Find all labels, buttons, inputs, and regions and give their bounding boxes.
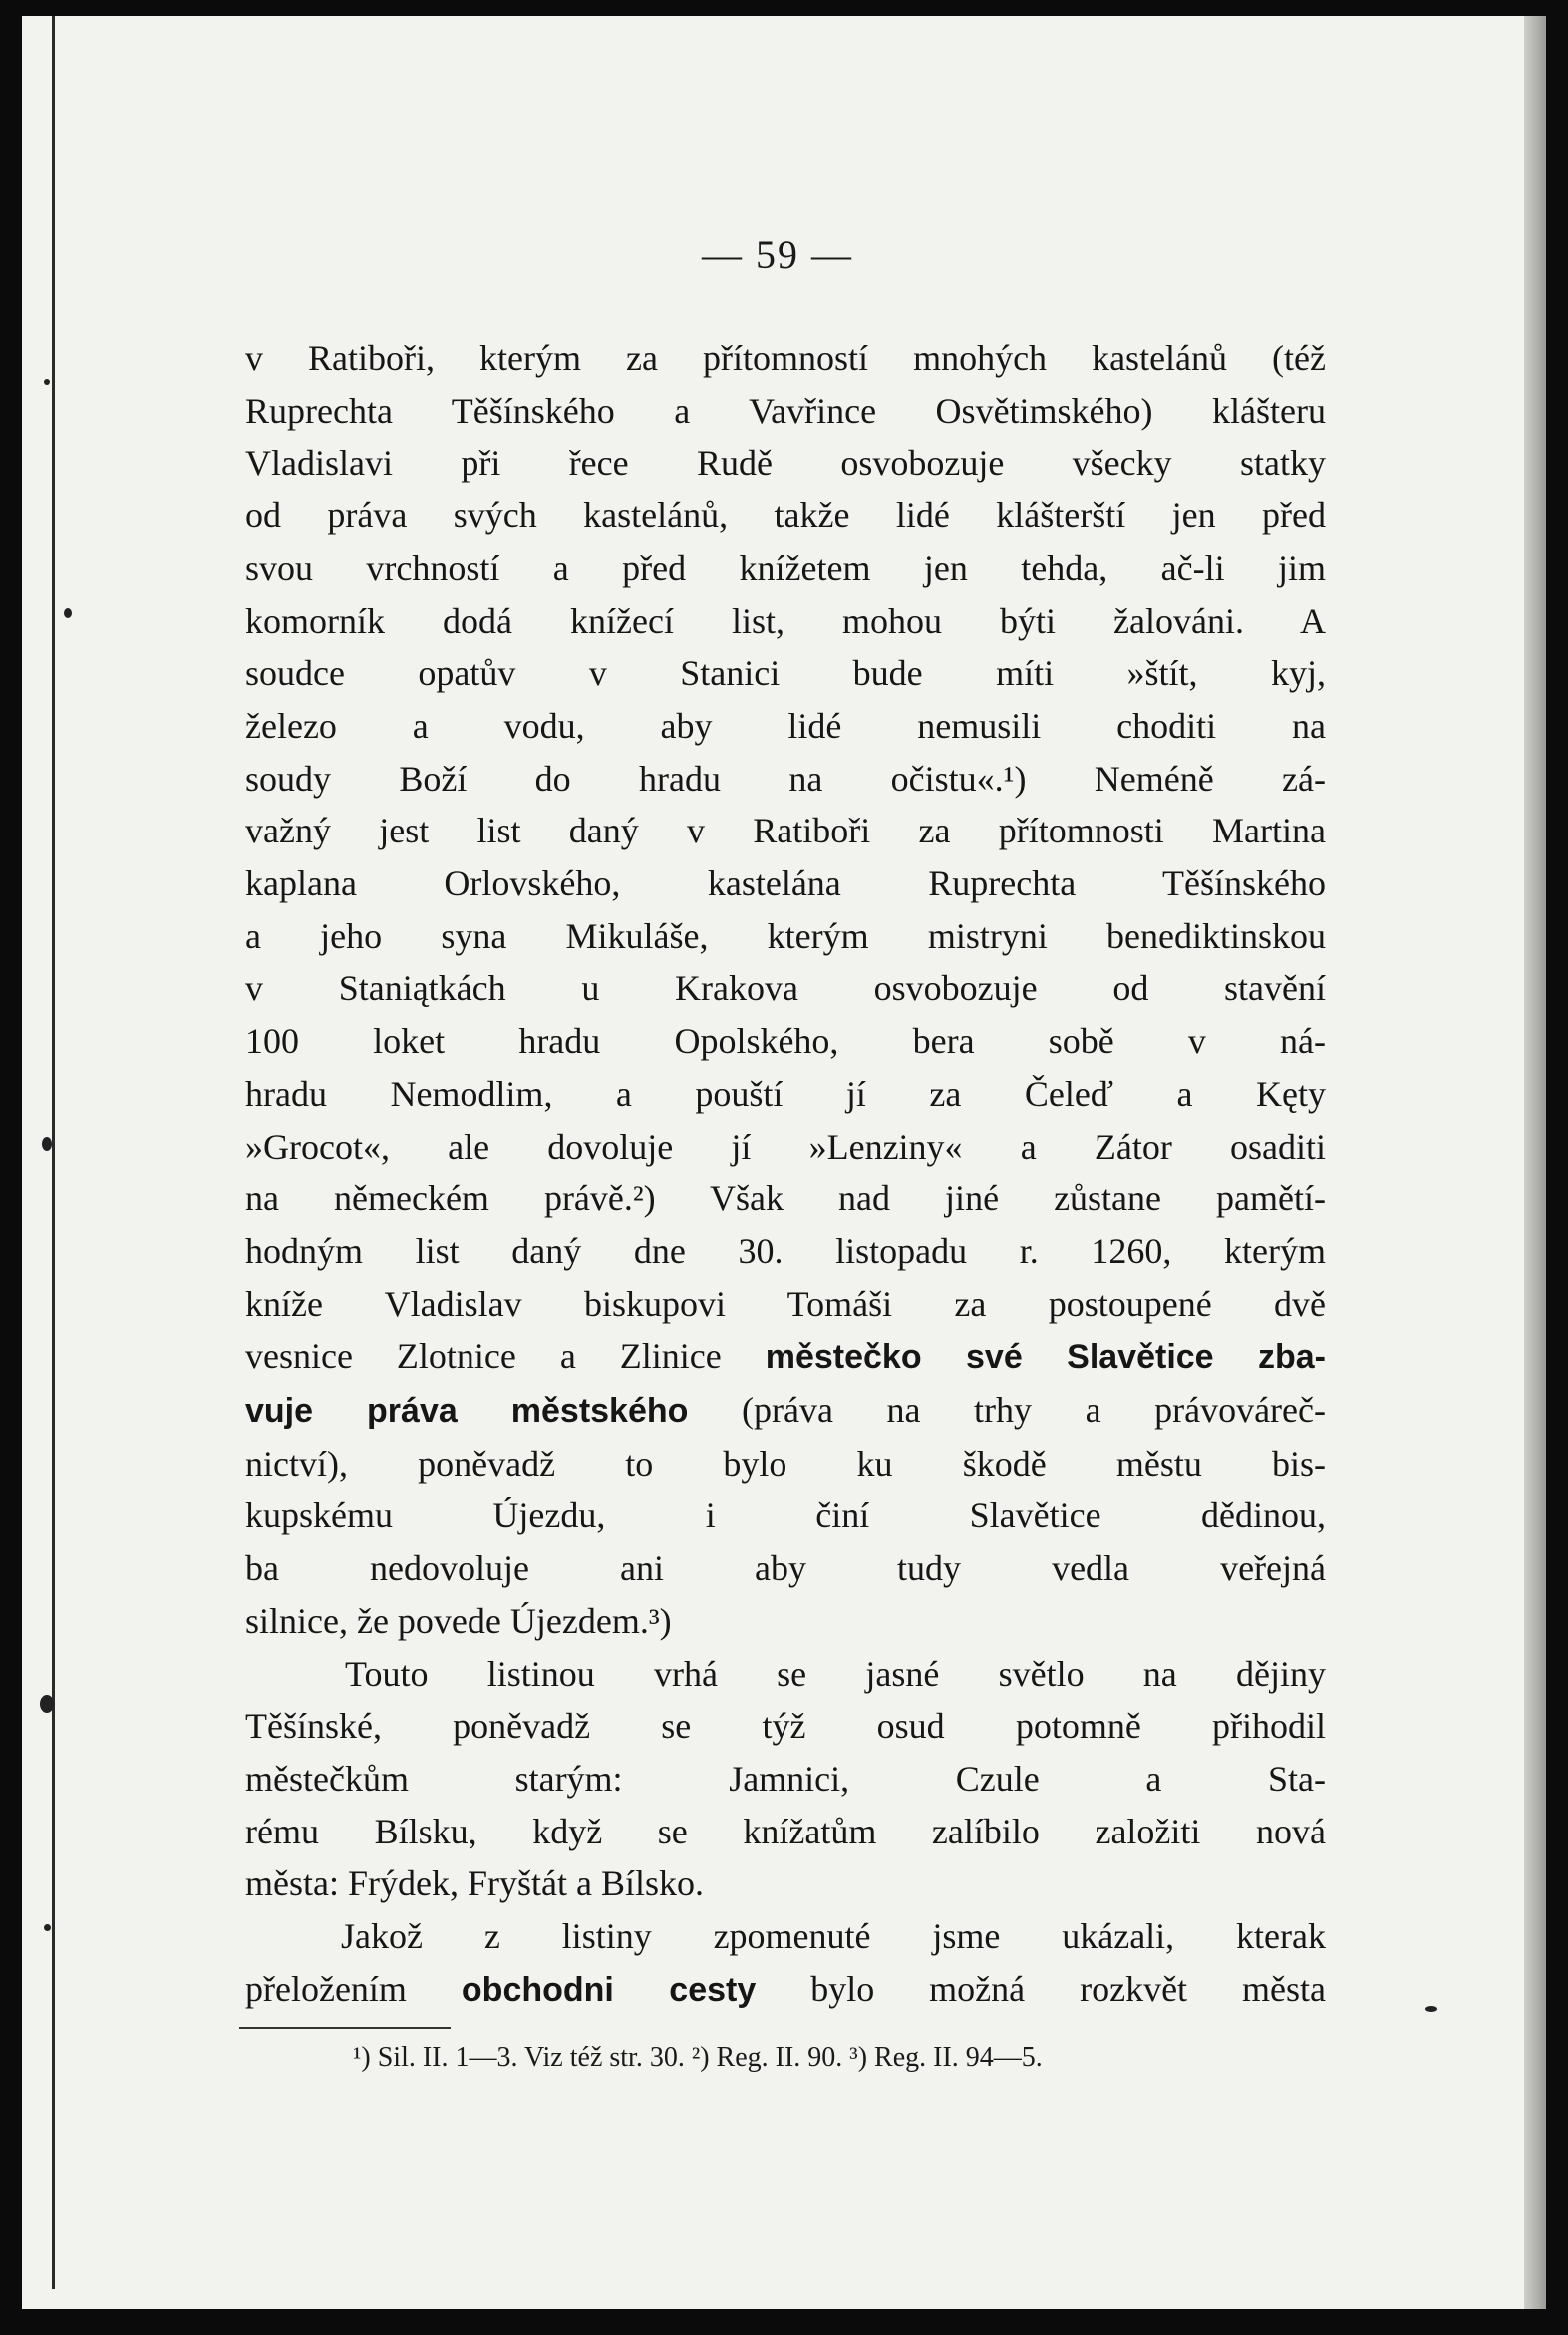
text-line: komorník dodá knížecí list, mohou býti žalováni. A — [245, 600, 1326, 641]
text-line: městečkům starým: Jamnici, Czule a Sta- — [245, 1758, 1326, 1799]
text-line: svou vrchností a před knížetem jen tehda, ač-li jim — [245, 547, 1326, 588]
bold-phrase: městečko své Slavětice zba- — [765, 1338, 1326, 1377]
scan-speck — [44, 379, 50, 385]
text-line: a jeho syna Mikuláše, kterým mistryni benediktinskou — [245, 915, 1326, 956]
scan-speck — [64, 608, 72, 618]
text-fragment: vesnice Zlotnice a Zlinice — [245, 1336, 766, 1377]
text-line: města: Frýdek, Fryštát a Bílsko. — [245, 1863, 704, 1904]
footnote-rule — [239, 2027, 451, 2029]
text-line: hodným list daný dne 30. listopadu r. 1260, kterým — [245, 1230, 1326, 1271]
text-line — [245, 1330, 1326, 1384]
text-line: kupskému Újezdu, i činí Slavětice dědinou, — [245, 1496, 1326, 1536]
text-line: nictví), poněvadž to bylo ku škodě městu bis- — [245, 1443, 1326, 1484]
text-fragment: přeložením — [245, 1968, 462, 2009]
text-line: kaplana Orlovského, kastelána Ruprechta Těšínského — [245, 863, 1326, 904]
footnotes: ¹) Sil. II. 1—3. Viz též str. 30. ²) Reg. II. 90. ³) Reg. II. 94—5. — [353, 2042, 1043, 2073]
text-line: soudce opatův v Stanici bude míti »štít, kyj, — [245, 653, 1326, 694]
text-line: Touto listinou vrhá se jasné světlo na dějiny — [345, 1653, 1326, 1694]
text-line: Jakož z listiny zpomenuté jsme ukázali, kterak — [341, 1916, 1326, 1957]
text-line: soudy Boží do hradu na očistu«.¹) Neméně zá- — [245, 758, 1326, 799]
text-line: Ruprechta Těšínského a Vavřince Osvětimského) klášteru — [245, 390, 1326, 431]
text-line: silnice, že povede Újezdem.³) — [245, 1600, 672, 1641]
scan-speck — [44, 1924, 51, 1931]
text-line: železo a vodu, aby lidé nemusili choditi na — [245, 705, 1326, 746]
text-line — [245, 1963, 1326, 2017]
text-line: Těšínské, poněvadž se týž osud potomně přihodil — [245, 1706, 1326, 1747]
text-line: ba nedovoluje ani aby tudy vedla veřejná — [245, 1548, 1326, 1589]
scan-speck — [42, 1137, 52, 1151]
text-fragment: (práva na trhy a právováreč- — [688, 1390, 1326, 1431]
bold-phrase: vuje práva městského — [245, 1392, 689, 1431]
page-number: — 59 — — [702, 232, 853, 277]
text-line: kníže Vladislav biskupovi Tomáši za postoupené dvě — [245, 1283, 1326, 1324]
scan-speck — [40, 1695, 54, 1713]
text-line: na německém právě.²) Však nad jiné zůstane pamětí- — [245, 1178, 1326, 1219]
body-text — [245, 332, 1326, 2017]
text-line: važný jest list daný v Ratiboři za přítomnosti Martina — [245, 811, 1326, 851]
text-line: rému Bílsku, když se knížatům zalíbilo založiti nová — [245, 1811, 1326, 1851]
text-line: 100 loket hradu Opolského, bera sobě v ná- — [245, 1021, 1326, 1062]
bold-phrase: obchodni cesty — [461, 1970, 757, 2009]
text-line: v Ratiboři, kterým za přítomností mnohých kastelánů (též — [245, 338, 1326, 378]
page-edge — [1524, 16, 1546, 2309]
scan-speck — [1425, 2006, 1437, 2012]
gutter-shadow — [52, 16, 55, 2289]
text-line: hradu Nemodlim, a pouští jí za Čeleď a Kęty — [245, 1073, 1326, 1114]
text-line: od práva svých kastelánů, takže lidé klášterští jen před — [245, 496, 1326, 536]
text-line: v Staniątkách u Krakova osvobozuje od stavění — [245, 968, 1326, 1009]
text-line: Vladislavi při řece Rudě osvobozuje všecky statky — [245, 443, 1326, 484]
text-fragment: bylo možná rozkvět města — [756, 1968, 1326, 2009]
text-line: »Grocot«, ale dovoluje jí »Lenziny« a Zátor osaditi — [245, 1126, 1326, 1167]
text-line — [245, 1384, 1326, 1438]
